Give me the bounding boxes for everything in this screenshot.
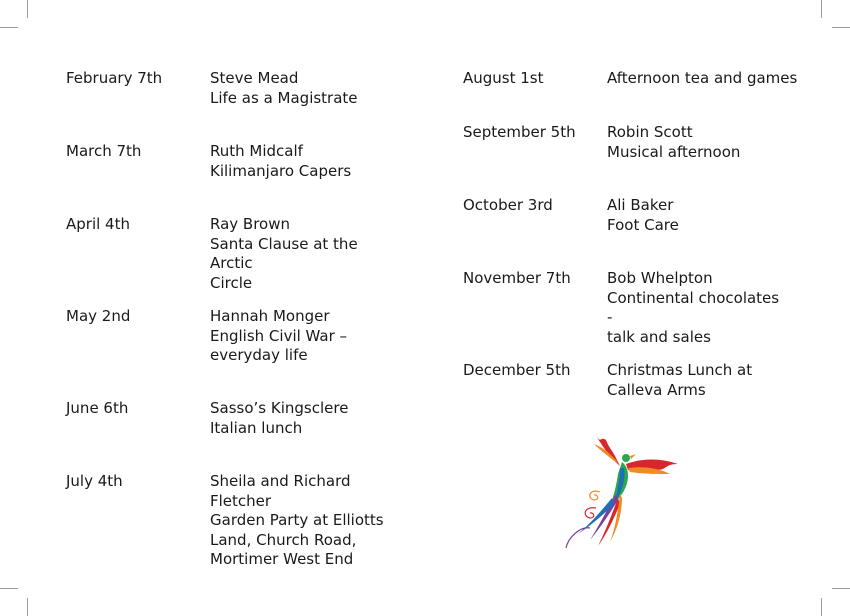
event-date: December 5th (463, 361, 571, 379)
event-topic: English Civil War – (210, 326, 348, 345)
event-speaker: Ali Baker (607, 196, 674, 214)
event-description (607, 123, 787, 162)
event-topic: talk and sales (607, 327, 711, 346)
event-description (607, 196, 787, 235)
event-topic: Afternoon tea and games (607, 69, 798, 87)
event-description (210, 307, 390, 366)
crop-mark-bottom-left-h (0, 588, 18, 589)
crop-mark-bottom-right-h (832, 588, 850, 589)
event-topic: Christmas Lunch at (607, 361, 753, 379)
event-date: October 3rd (463, 196, 553, 214)
event-speaker: Robin Scott (607, 123, 693, 141)
event-speaker: Ruth Midcalf (210, 142, 303, 160)
event-speaker: Steve Mead (210, 69, 299, 87)
event-description (210, 215, 390, 293)
event-description (210, 399, 390, 438)
event-description (210, 69, 390, 108)
event-date: November 7th (463, 269, 571, 287)
event-date: April 4th (66, 215, 130, 233)
event-topic: Foot Care (607, 215, 679, 234)
event-description (210, 472, 410, 570)
event-topic: Garden Party at Elliotts (210, 511, 384, 529)
event-topic: Musical afternoon (607, 142, 741, 161)
event-speaker: Sasso’s Kingsclere (210, 399, 349, 417)
crop-mark-bottom-right (821, 598, 822, 616)
event-description (607, 69, 817, 89)
event-date: September 5th (463, 123, 576, 141)
event-topic: Kilimanjaro Capers (210, 161, 352, 180)
phoenix-bird-icon (560, 428, 686, 554)
event-speaker: Sheila and Richard Fletcher (210, 472, 351, 510)
crop-mark-bottom-left (27, 598, 28, 616)
event-date: February 7th (66, 69, 163, 87)
event-topic: Life as a Magistrate (210, 88, 358, 107)
event-topic: Land, Church Road, (210, 530, 357, 549)
event-topic: Calleva Arms (607, 380, 706, 399)
crop-mark-top-left-h (0, 27, 18, 28)
crop-mark-top-left (27, 0, 28, 18)
event-speaker: Bob Whelpton (607, 269, 713, 287)
crop-mark-top-right-h (832, 27, 850, 28)
event-topic: Mortimer West End (210, 550, 354, 568)
crop-mark-top-right (821, 0, 822, 18)
event-description (607, 361, 787, 400)
event-date: August 1st (463, 69, 544, 87)
event-topic: everyday life (210, 346, 308, 364)
event-topic: Circle (210, 273, 253, 292)
event-topic: Italian lunch (210, 418, 303, 437)
event-description (210, 142, 390, 181)
event-speaker: Hannah Monger (210, 307, 330, 325)
event-speaker: Ray Brown (210, 215, 291, 233)
event-description (607, 269, 787, 347)
event-date: July 4th (66, 472, 123, 490)
event-topic: Santa Clause at the Arctic (210, 234, 358, 272)
event-date: June 6th (66, 399, 129, 417)
event-date: March 7th (66, 142, 142, 160)
event-topic: Continental chocolates - (607, 288, 780, 326)
event-date: May 2nd (66, 307, 131, 325)
